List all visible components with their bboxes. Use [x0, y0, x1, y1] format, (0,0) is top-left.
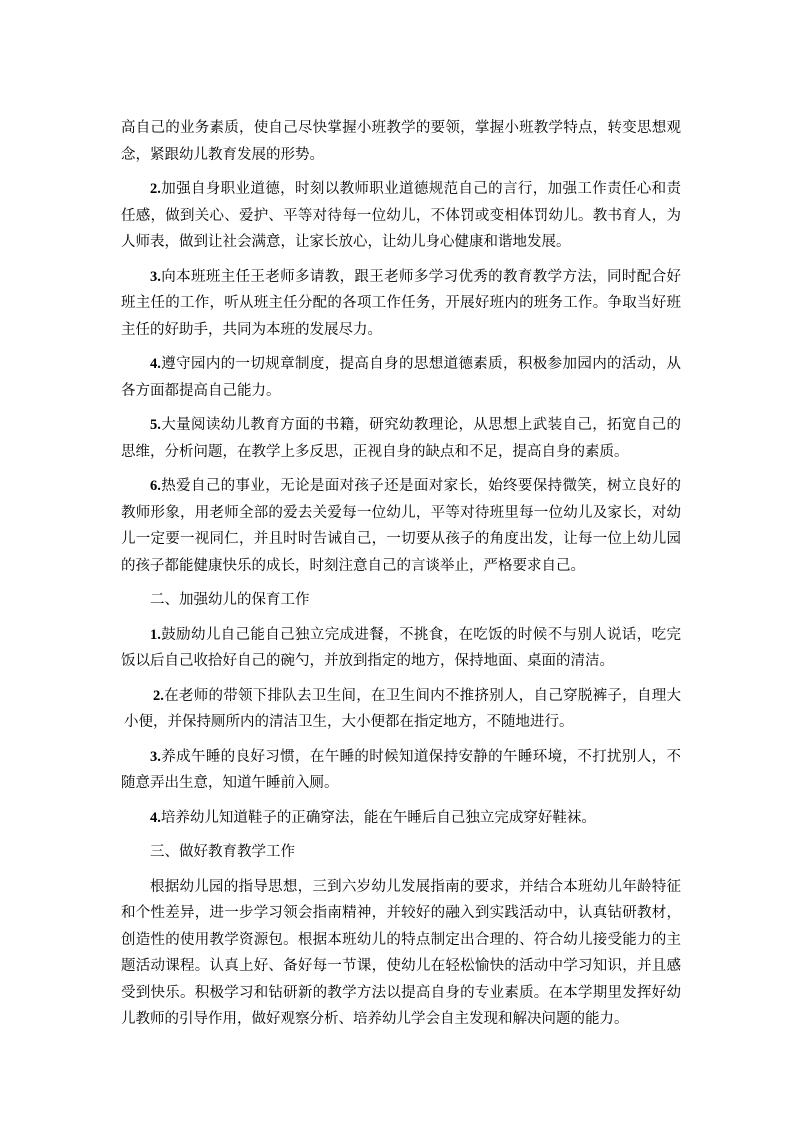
item-number: 2. [150, 181, 161, 197]
section-heading-care: 二、加强幼儿的保育工作 [150, 592, 310, 608]
item-number: 4. [150, 356, 161, 372]
item-text: 大量阅读幼儿教育方面的书籍，研究幼教理论，从思想上武装自己，拓宽自己的思维，分析问题，在教学上多反思，正视自身的缺点和不足，提高自身的素质。 [121, 417, 681, 460]
item-text: 遵守园内的一切规章制度，提高自身的思想道德素质，积极参加园内的活动，从各方面都提高自己能力。 [121, 356, 681, 399]
item-text: 向本班班主任王老师多请教，跟王老师多学习优秀的教育教学方法，同时配合好班主任的工作，听从班主任分配的各项工作任务，开展好班内的班务工作。争取当好班主任的好助手，共同为本班的发展尽力。 [121, 268, 681, 338]
item-number: 3. [150, 748, 161, 765]
paragraph-item-5 [121, 412, 681, 465]
paragraph-care-3 [121, 744, 681, 797]
paragraph-care-2 [121, 683, 681, 736]
paragraph-care-1 [121, 622, 681, 675]
paragraph-item-3 [121, 264, 681, 344]
item-number: 5. [150, 417, 161, 433]
paragraph-teaching [121, 874, 681, 1033]
item-text: 鼓励幼儿自己能自己独立完成进餐，不挑食，在吃饭的时候不与别人说话，吃完饭以后自己收拾好自己的碗勺，并放到指定的地方，保持地面、桌面的清洁。 [121, 626, 681, 669]
paragraph-item-2 [121, 176, 681, 256]
item-text: 热爱自己的事业，无论是面对孩子还是面对家长，始终要保持微笑，树立良好的教师形象，用老师全部的爱去关爱每一位幼儿，平等对待班里每一位幼儿及家长，对幼儿一定要一视同仁，并且时时告诫自己，一切要从孩子的角度出发，让每一位上幼儿园的孩子都能健康快乐的成长，时刻注意自己的言谈举止，严格要求自己。 [121, 478, 681, 574]
item-text: 在老师的带领下排队去卫生间，在卫生间内不推挤别人，自己穿脱裤子，自理大小便，并保持厕所内的清洁卫生，大小便都在指定地方，不随地进行。 [124, 687, 681, 730]
paragraph-item-6 [121, 473, 681, 579]
document-body [121, 115, 681, 1041]
item-text: 培养幼儿知道鞋子的正确穿法，能在午睡后自己独立完成穿好鞋袜。 [160, 809, 596, 826]
item-number: 4. [150, 809, 161, 826]
item-number: 2. [153, 687, 164, 704]
item-text: 养成午睡的良好习惯，在午睡的时候知道保持安静的午睡环境，不打扰别人，不随意弄出生意，知道午睡前入厕。 [121, 748, 681, 791]
paragraph-item-4 [121, 351, 681, 404]
item-text: 加强自身职业道德，时刻以教师职业道德规范自己的言行，加强工作责任心和责任感，做到关心、爱护、平等对待每一位幼儿，不体罚或变相体罚幼儿。教书育人，为人师表，做到让社会满意，让家长放心，让幼儿身心健康和谐地发展。 [121, 181, 681, 250]
paragraph-continuation: 高自己的业务素质，使自己尽快掌握小班教学的要领，掌握小班教学特点，转变思想观念，紧跟幼儿教育发展的形势。 [121, 120, 681, 163]
item-text: 根据幼儿园的指导思想，三到六岁幼儿发展指南的要求，并结合本班幼儿年龄特征和个性差异，进一步学习领会指南精神，并较好的融入到实践活动中，认真钻研教材，创造性的使用教学资源包。根据本班幼儿的特点制定出合理的、符合幼儿接受能力的主题活动课程。认真上好、备好每一节课，使幼儿在轻松愉快的活动中学习知识，并且感受到快乐。积极学习和钻研新的教学方法以提高自身的专业素质。在本学期里发挥好幼儿教师的引导作用，做好观察分析、培养幼儿学会自主发现和解决问题的能力。 [121, 878, 681, 1027]
paragraph-care-4 [121, 805, 681, 832]
section-heading-teaching: 三、做好教育教学工作 [150, 844, 295, 860]
item-number: 3. [150, 268, 161, 285]
item-number: 6. [150, 478, 161, 494]
item-number: 1. [150, 626, 161, 643]
